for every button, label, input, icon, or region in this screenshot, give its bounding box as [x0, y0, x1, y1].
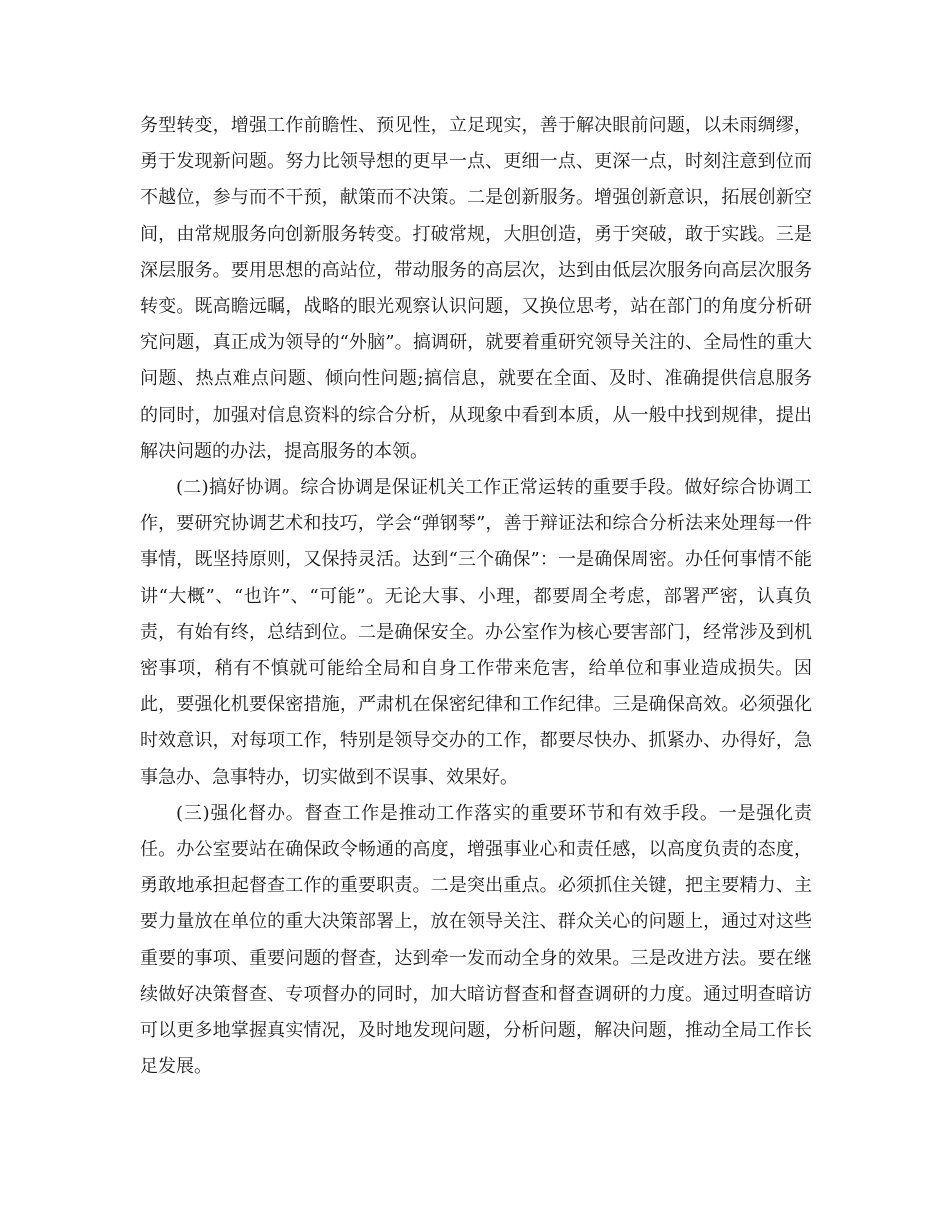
document-body	[140, 108, 812, 1085]
paragraph-service-transformation: 务型转变，增强工作前瞻性、预见性，立足现实，善于解决眼前问题，以未雨绸缪，勇于发现新问题。努力比领导想的更早一点、更细一点、更深一点，时刻注意到位而不越位，参与而不干预，献策而不决策。二是创新服务。增强创新意识，拓展创新空间，由常规服务向创新服务转变。打破常规，大胆创造，勇于突破，敢于实践。三是深层服务。要用思想的高站位，带动服务的高层次，达到由低层次服务向高层次服务转变。既高瞻远瞩，战略的眼光观察认识问题，又换位思考，站在部门的角度分析研究问题，真正成为领导的“外脑”。搞调研，就要着重研究领导关注的、全局性的重大问题、热点难点问题、倾向性问题;搞信息，就要在全面、及时、准确提供信息服务的同时，加强对信息资料的综合分析，从现象中看到本质，从一般中找到规律，提出解决问题的办法，提高服务的本领。	[140, 115, 812, 462]
paragraph-coordination: (二)搞好协调。综合协调是保证机关工作正常运转的重要手段。做好综合协调工作，要研究协调艺术和技巧，学会“弹钢琴”，善于辩证法和综合分析法来处理每一件事情，既坚持原则，又保持灵活。达到“三个确保”：一是确保周密。办任何事情不能讲“大概”、“也许”、“可能”。无论大事、小理，都要周全考虑，部署严密，认真负责，有始有终，总结到位。二是确保安全。办公室作为核心要害部门，经常涉及到机密事项，稍有不慎就可能给全局和自身工作带来危害，给单位和事业造成损失。因此，要强化机要保密措施，严肃机在保密纪律和工作纪律。三是确保高效。必须强化时效意识，对每项工作，特别是领导交办的工作，都要尽快办、抓紧办、办得好，急事急办、急事特办，切实做到不误事、效果好。	[140, 477, 812, 788]
paragraph-supervision: (三)强化督办。督查工作是推动工作落实的重要环节和有效手段。一是强化责任。办公室要站在确保政令畅通的高度，增强事业心和责任感，以高度负责的态度，勇敢地承担起督查工作的重要职责。二是突出重点。必须抓住关键，把主要精力、主要力量放在单位的重大决策部署上，放在领导关注、群众关心的问题上，通过对这些重要的事项、重要问题的督查，达到牵一发而动全身的效果。三是改进方法。要在继续做好决策督查、专项督办的同时，加大暗访督查和督查调研的力度。通过明查暗访可以更多地掌握真实情况，及时地发现问题，分析问题，解决问题，推动全局工作长足发展。	[140, 802, 812, 1078]
